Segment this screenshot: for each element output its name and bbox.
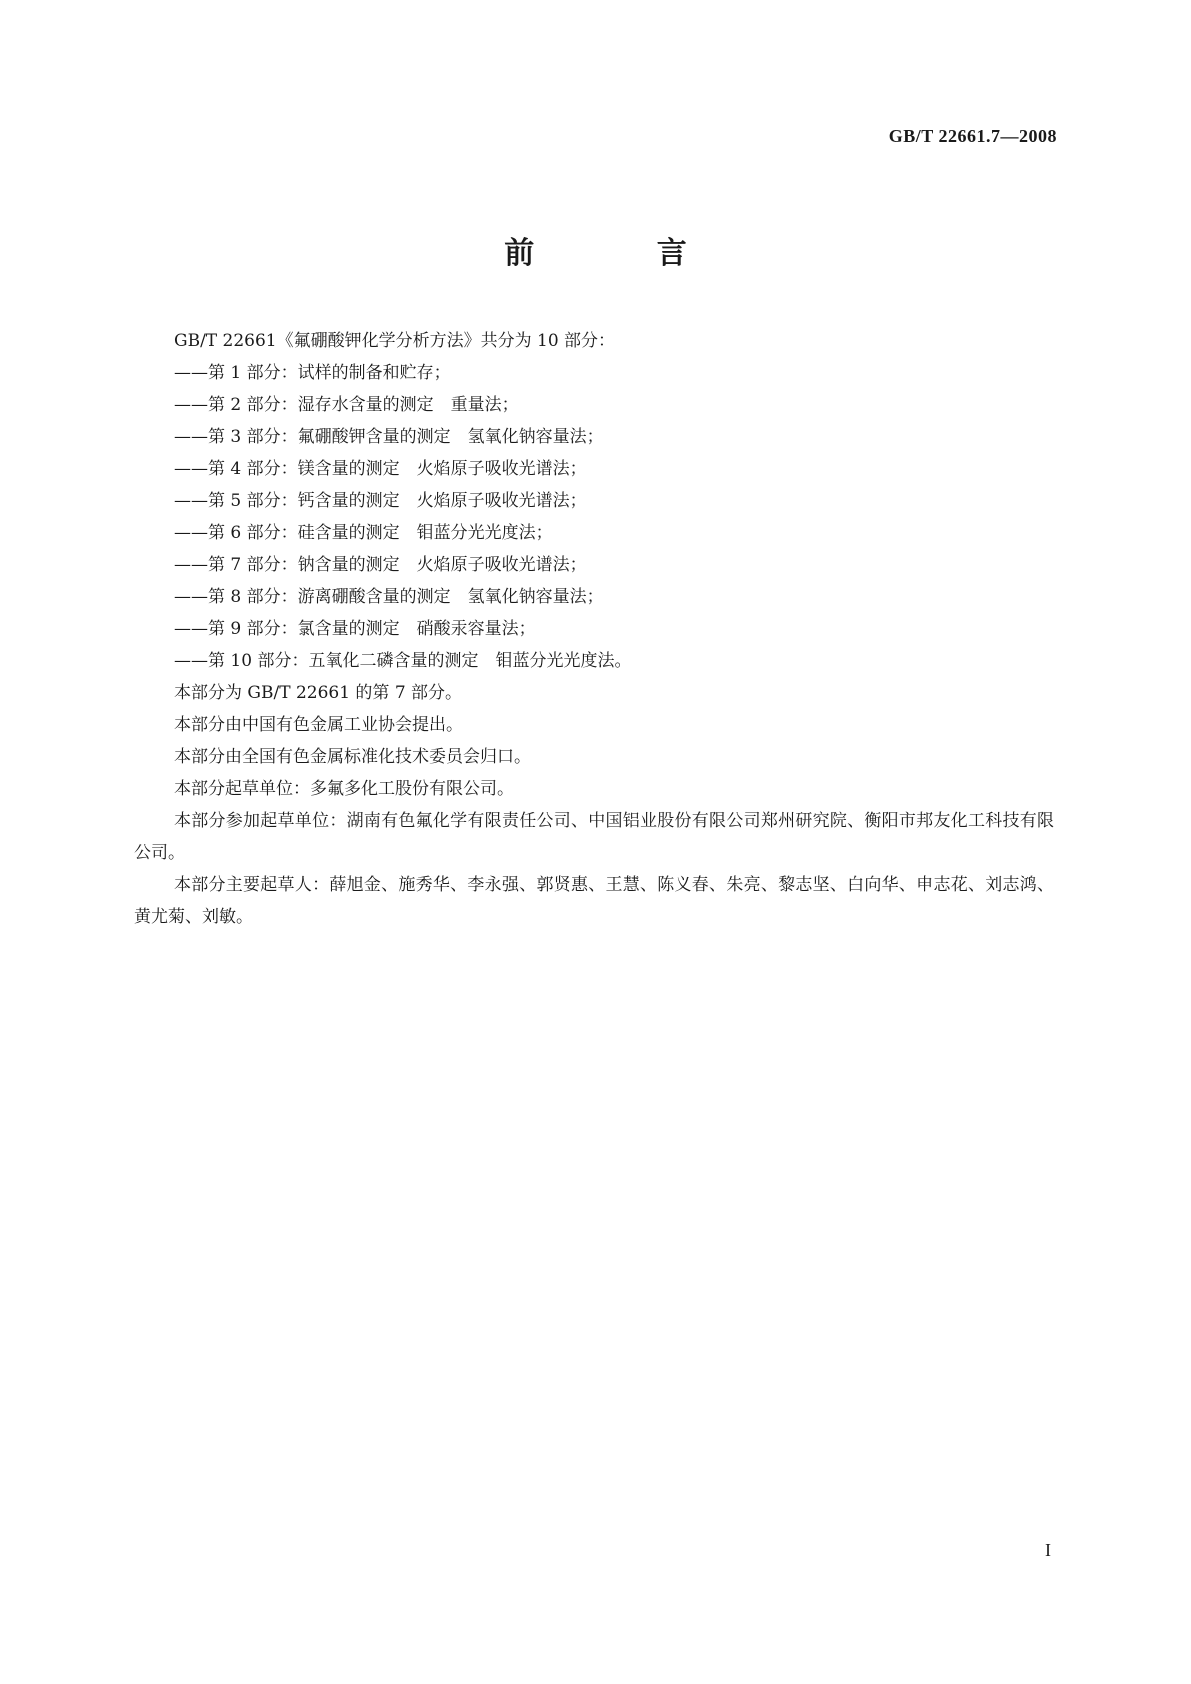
part-list-item: ——第 9 部分：氯含量的测定 硝酸汞容量法； [174, 619, 536, 639]
part-list-item: ——第 6 部分：硅含量的测定 钼蓝分光光度法； [174, 523, 553, 543]
page-title: 前 言 [504, 236, 743, 271]
part-list-item: ——第 5 部分：钙含量的测定 火焰原子吸收光谱法； [174, 491, 587, 511]
committee-statement: 本部分由全国有色金属标准化技术委员会归口。 [174, 747, 531, 767]
part-list-item: ——第 2 部分：湿存水含量的测定 重量法； [174, 395, 519, 415]
part-list-item: ——第 4 部分：镁含量的测定 火焰原子吸收光谱法； [174, 459, 587, 479]
part-list-item: ——第 3 部分：氟硼酸钾含量的测定 氢氧化钠容量法； [174, 427, 604, 447]
foreword-body [134, 325, 1054, 933]
part-list-item: ——第 7 部分：钠含量的测定 火焰原子吸收光谱法； [174, 555, 587, 575]
part-list-item: ——第 10 部分：五氧化二磷含量的测定 钼蓝分光光度法。 [174, 651, 632, 671]
intro-paragraph: GB/T 22661《氟硼酸钾化学分析方法》共分为 10 部分： [174, 331, 616, 351]
proposer-statement: 本部分由中国有色金属工业协会提出。 [174, 715, 463, 735]
part-list-item: ——第 1 部分：试样的制备和贮存； [174, 363, 451, 383]
drafting-unit: 本部分起草单位：多氟多化工股份有限公司。 [174, 779, 514, 799]
standard-number: GB/T 22661.7—2008 [888, 126, 1057, 146]
part-statement: 本部分为 GB/T 22661 的第 7 部分。 [174, 683, 463, 703]
page-number: I [1045, 1540, 1051, 1560]
main-drafters: 本部分主要起草人：薛旭金、施秀华、李永强、郭贤惠、王慧、陈义春、朱亮、黎志坚、白向华、申志花、刘志鸿、黄尤菊、刘敏。 [134, 875, 1054, 927]
participating-units: 本部分参加起草单位：湖南有色氟化学有限责任公司、中国铝业股份有限公司郑州研究院、衡阳市邦友化工科技有限公司。 [134, 811, 1054, 863]
part-list-item: ——第 8 部分：游离硼酸含量的测定 氢氧化钠容量法； [174, 587, 604, 607]
